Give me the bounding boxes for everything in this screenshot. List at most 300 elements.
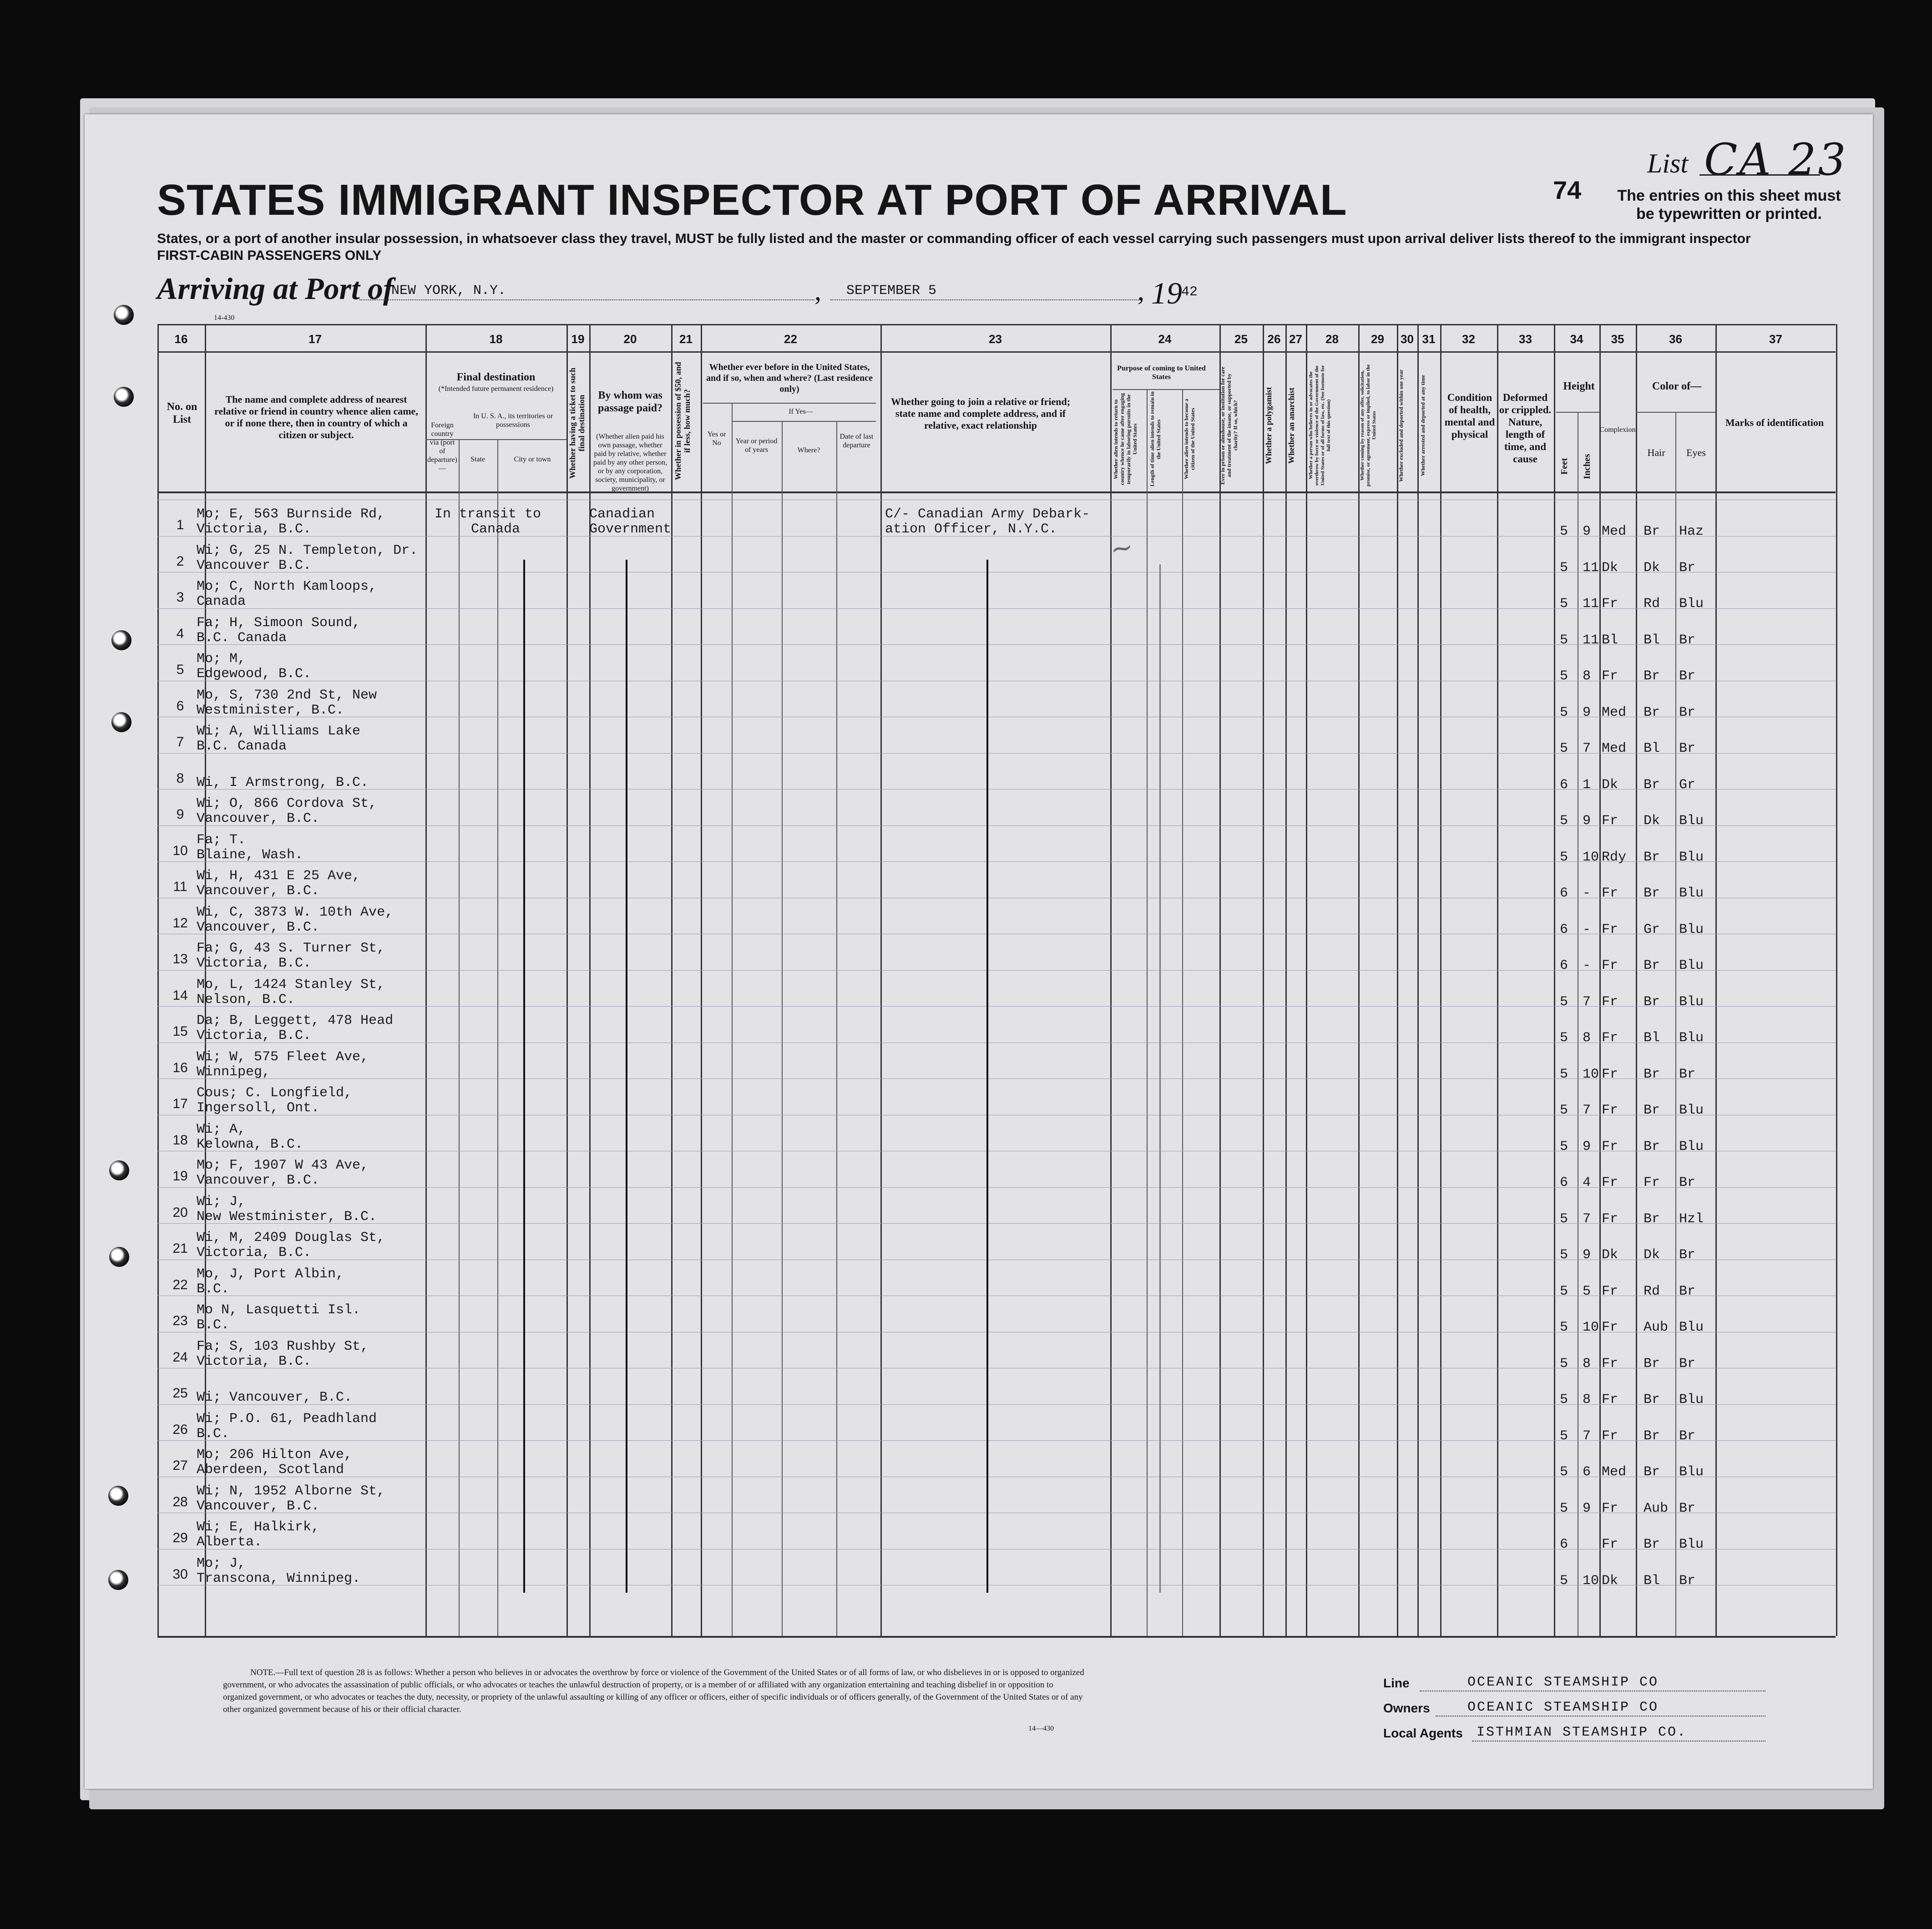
height-feet: 5 [1560, 1501, 1568, 1516]
port-rule [359, 299, 814, 300]
page-title: STATES IMMIGRANT INSPECTOR AT PORT OF ARRIVAL [157, 176, 1347, 224]
agents-rule [1472, 1741, 1765, 1742]
eye-color-value: Blu [1679, 850, 1704, 865]
footer-form-code: 14—430 [1028, 1725, 1054, 1732]
row-number: 12 [172, 916, 188, 931]
eye-color-value: Br [1679, 1501, 1696, 1516]
row-number: 29 [172, 1530, 188, 1545]
complexion-value: Fr [1602, 1030, 1618, 1046]
height-feet: 5 [1560, 1464, 1568, 1480]
eye-color-value: Blu [1679, 1139, 1704, 1154]
header-if-yes: If Yes— [789, 408, 813, 415]
hair-color-value: Br [1644, 958, 1660, 973]
eye-color-value: Br [1679, 560, 1696, 576]
complexion-value: Fr [1602, 1320, 1618, 1335]
complexion-value: Fr [1602, 922, 1618, 937]
hair-color-value: Br [1644, 1103, 1660, 1118]
column-number: 25 [1234, 332, 1248, 346]
height-inches: 9 [1583, 1501, 1591, 1516]
relative-address-line1: Fa; H, Simoon Sound, [197, 615, 361, 631]
height-feet: 5 [1560, 1573, 1568, 1589]
height-inches: 11 [1583, 633, 1599, 648]
row-number: 13 [172, 952, 188, 967]
relative-address-line2: Victoria, B.C. [197, 1245, 312, 1261]
row-number: 25 [172, 1386, 188, 1401]
port-value: NEW YORK, N.Y. [391, 283, 506, 299]
arriving-label: Arriving at Port of [157, 271, 394, 306]
header-purpose-c: Whether alien intends to become a citizen of the United States [1183, 399, 1196, 480]
header-height: Height [1563, 380, 1595, 392]
pencil-scribble: ~ [1108, 531, 1136, 566]
column-number: 30 [1401, 332, 1414, 346]
column-rule [1417, 324, 1419, 1636]
relative-address-line1: Mo, S, 730 2nd St, New [197, 688, 377, 703]
complexion-value: Fr [1602, 994, 1618, 1010]
height-feet: 6 [1560, 777, 1568, 793]
height-feet: 5 [1560, 1247, 1568, 1263]
relative-address-line2: Vancouver, B.C. [197, 920, 320, 935]
relative-address-line2: Westminister, B.C. [197, 703, 344, 718]
height-inches: 10 [1583, 850, 1599, 865]
column-rule [1715, 324, 1717, 1636]
height-feet: 5 [1560, 1211, 1568, 1227]
complexion-value: Med [1602, 705, 1627, 720]
height-inches: 9 [1583, 1247, 1591, 1263]
column-number: 29 [1371, 332, 1384, 346]
header-purpose: Purpose of coming to United States [1117, 365, 1206, 381]
hair-color-value: Gr [1644, 922, 1660, 937]
height-inches: 11 [1583, 560, 1599, 576]
subcolumn-rule [497, 439, 498, 1636]
ditto-line-passage [626, 560, 627, 1593]
table-top-rule [157, 324, 1836, 325]
relative-address-line1: Fa; S, 103 Rushby St, [197, 1339, 369, 1354]
row-number: 1 [176, 517, 184, 532]
complexion-value: Fr [1602, 1284, 1618, 1299]
eye-color-value: Blu [1679, 596, 1704, 612]
hair-color-value: Br [1644, 850, 1660, 865]
height-inches: 9 [1583, 813, 1591, 829]
eye-color-value: Br [1679, 668, 1696, 684]
height-inches: 7 [1583, 1103, 1591, 1118]
height-inches: 10 [1583, 1573, 1599, 1589]
complexion-value: Dk [1602, 777, 1618, 793]
eye-color-value: Haz [1679, 524, 1704, 539]
column-rule [425, 324, 427, 1636]
height-inches: 7 [1583, 1428, 1591, 1444]
complexion-value: Med [1602, 524, 1627, 539]
height-feet: 5 [1560, 850, 1568, 865]
subcolumn-rule [459, 439, 460, 1636]
header-complexion: Complexion [1599, 426, 1636, 434]
relative-address-line1: Wi; N, 1952 Alborne St, [197, 1483, 385, 1499]
complexion-value: Bl [1602, 633, 1618, 648]
height-inches: 7 [1583, 1211, 1591, 1227]
list-id-underline [1699, 174, 1820, 176]
row-number: 14 [172, 988, 188, 1003]
row-number: 10 [172, 843, 188, 858]
height-feet: 5 [1560, 994, 1568, 1010]
row-number: 7 [176, 734, 184, 749]
height-inches: 7 [1583, 994, 1591, 1010]
height-inches: 9 [1583, 705, 1591, 720]
height-feet: 5 [1560, 1428, 1568, 1444]
height-inches: 4 [1583, 1175, 1591, 1190]
relative-address-line1: Mo; M, [197, 651, 246, 667]
row-number: 17 [172, 1096, 188, 1111]
complexion-value: Fr [1602, 1356, 1618, 1372]
subtitle-instructions: States, or a port of another insular possession, in whatsoever class they travel, MUST be fully listed and the master or commanding officer of each vessel carrying such passengers must upon arrival deliver lists thereof to the immigrant inspector [157, 231, 1751, 246]
relative-address-line2: B.C. [197, 1281, 230, 1297]
relative-address-line1: Mo; J, [197, 1556, 246, 1571]
eye-color-value: Blu [1679, 1464, 1704, 1480]
hair-color-value: Aub [1644, 1320, 1669, 1335]
eye-color-value: Br [1679, 1573, 1696, 1589]
row-number: 3 [176, 590, 184, 605]
height-feet: 5 [1560, 596, 1568, 612]
eye-color-value: Blu [1679, 1103, 1704, 1118]
joining-relative: C/- Canadian Army Debark- [885, 506, 1090, 522]
height-inches: - [1583, 958, 1591, 973]
height-inches: 9 [1583, 1139, 1591, 1154]
header-yes-or-no: Yes or No [707, 430, 726, 447]
passage-paid-by: Canadian [589, 506, 655, 522]
column-rule [1440, 324, 1441, 1636]
column-rule [1219, 324, 1221, 1636]
relative-address-line2: B.C. Canada [197, 739, 287, 754]
eye-color-value: Br [1679, 705, 1696, 720]
header-passage-paid: By whom was passage paid? [597, 390, 663, 414]
eye-color-value: Br [1679, 1428, 1696, 1444]
hair-color-value: Br [1644, 524, 1660, 539]
binder-hole-icon [108, 1570, 128, 1590]
column-rule [701, 324, 702, 1636]
relative-address-line2: Nelson, B.C. [197, 992, 295, 1008]
header-in-usa: In U. S. A., its territories or possessions [473, 412, 553, 429]
hair-color-value: Fr [1644, 1175, 1660, 1190]
relative-address-line2: Vancouver B.C. [197, 558, 312, 573]
height-feet: 5 [1560, 1139, 1568, 1154]
height-feet: 5 [1560, 1067, 1568, 1082]
table-bottom-rule [157, 1636, 1836, 1638]
header-foreign-country: Foreign country via (port of departure)— [427, 421, 457, 472]
complexion-value: Dk [1602, 560, 1618, 576]
complexion-value: Fr [1602, 1537, 1618, 1552]
column-rule [1263, 324, 1264, 1636]
height-feet: 6 [1560, 958, 1568, 973]
row-number: 19 [172, 1169, 188, 1184]
line-value: OCEANIC STEAMSHIP CO [1467, 1675, 1659, 1690]
column-rule [1397, 324, 1398, 1636]
relative-address-line2: Wi; Vancouver, B.C. [197, 1390, 353, 1405]
subcolumn-rule [732, 403, 733, 1636]
class-note: FIRST-CABIN PASSENGERS ONLY [157, 248, 382, 263]
hair-color-value: Dk [1644, 1247, 1660, 1263]
row-number: 2 [176, 554, 184, 569]
height-feet: 6 [1560, 886, 1568, 901]
column-number: 28 [1325, 332, 1339, 346]
hair-color-value: Br [1644, 1537, 1660, 1552]
column-number-rule [157, 351, 1836, 353]
header-ever-before: Whether ever before in the United States, and if so, when and where? (Last residence only) [706, 362, 873, 394]
header-eyes: Eyes [1686, 447, 1706, 458]
eye-color-value: Blu [1679, 958, 1704, 973]
complexion-value: Med [1602, 1464, 1627, 1480]
height-inches: 11 [1583, 596, 1599, 612]
column-rule [880, 324, 882, 1636]
column-number: 36 [1669, 332, 1682, 346]
relative-address-line1: Wi; E, Halkirk, [197, 1519, 320, 1535]
header-year-period: Year or period of years [735, 437, 778, 454]
hair-color-value: Bl [1644, 633, 1660, 648]
height-inches: 5 [1583, 1284, 1591, 1299]
complexion-value: Fr [1602, 596, 1618, 612]
relative-address-line2: Vancouver, B.C. [197, 883, 320, 899]
column-rule [1497, 324, 1498, 1636]
row-number: 4 [176, 626, 184, 641]
column-number: 16 [174, 332, 188, 346]
relative-address-line1: Mo; C, North Kamloops, [197, 579, 377, 594]
row-number: 27 [172, 1458, 188, 1473]
complexion-value: Fr [1602, 1392, 1618, 1408]
owners-label: Owners [1383, 1701, 1430, 1715]
height-inches: 8 [1583, 1030, 1591, 1046]
relative-address-line2: Aberdeen, Scotland [197, 1462, 344, 1478]
relative-address-line2: Victoria, B.C. [197, 1028, 312, 1043]
relative-address-line2: B.C. [197, 1317, 230, 1333]
column-rule [1110, 324, 1112, 1636]
relative-address-line1: Mo; F, 1907 W 43 Ave, [197, 1158, 369, 1173]
binder-hole-icon [114, 387, 134, 407]
header-state: State [470, 456, 485, 463]
row-number: 28 [172, 1494, 188, 1509]
header-where: Where? [797, 446, 820, 454]
complexion-value: Fr [1602, 886, 1618, 901]
eye-color-value: Br [1679, 1067, 1696, 1082]
hair-color-value: Bl [1644, 741, 1660, 756]
header-color-of: Color of— [1652, 380, 1702, 392]
relative-address-line1: Wi; O, 866 Cordova St, [197, 796, 377, 811]
header-col31: Whether arrested and deported at any time [1420, 375, 1426, 476]
column-number: 26 [1267, 332, 1281, 346]
header-polygamist: Whether a polygamist [1264, 387, 1273, 464]
column-number: 34 [1570, 332, 1583, 346]
column-number: 22 [784, 332, 797, 346]
column-number: 27 [1289, 332, 1302, 346]
ditto-line-destination [523, 560, 525, 1593]
relative-address-line2: Canada [197, 594, 246, 609]
column-rule [1285, 324, 1287, 1636]
complexion-value: Dk [1602, 1247, 1618, 1263]
relative-address-line1: Wi; G, 25 N. Templeton, Dr. [197, 543, 418, 558]
hair-color-value: Br [1644, 1211, 1660, 1227]
eye-color-value: Gr [1679, 777, 1696, 793]
column-number: 32 [1462, 332, 1475, 346]
relative-address-line1: Fa; T. [197, 832, 246, 848]
complexion-value: Fr [1602, 1175, 1618, 1190]
relative-address-line2: Victoria, B.C. [197, 1354, 312, 1369]
header-city-or-town: City or town [514, 456, 551, 463]
header-possession-50: Whether in possession of $50, and if less, how much? [673, 362, 692, 480]
relative-address-line1: Mo, J, Port Albin, [197, 1266, 344, 1282]
height-feet: 5 [1560, 633, 1568, 648]
relative-address-line1: Wi; J, [197, 1194, 246, 1210]
hair-color-value: Br [1644, 668, 1660, 684]
binder-hole-icon [114, 305, 134, 325]
binder-hole-icon [109, 1160, 129, 1180]
header-passage-paid-note: (Whether alien paid his own passage, whether paid by relative, whether paid by any other person, or by any corporation, society, municipality, or government) [593, 433, 668, 492]
relative-address-line2: Vancouver, B.C. [197, 1499, 320, 1514]
column-rule [1599, 324, 1601, 1636]
column-number: 31 [1422, 332, 1436, 346]
height-inches: 8 [1583, 1356, 1591, 1372]
height-feet: 6 [1560, 922, 1568, 937]
relative-address-line1: Mo, L, 1424 Stanley St, [197, 977, 385, 992]
relative-address-line2: Alberta. [197, 1534, 263, 1550]
hair-color-value: Rd [1644, 1284, 1660, 1299]
hair-color-value: Aub [1644, 1501, 1669, 1516]
height-feet: 5 [1560, 741, 1568, 756]
eye-color-value: Blu [1679, 886, 1704, 901]
eye-color-value: Blu [1679, 813, 1704, 829]
hair-color-value: Br [1644, 1464, 1660, 1480]
height-inches: 10 [1583, 1320, 1599, 1335]
complexion-value: Fr [1602, 1103, 1618, 1118]
hair-color-value: Dk [1644, 813, 1660, 829]
header-col28: Whether a person who believes in or advocates the overthrow by force or violence of the Government of the United States or of all forms of law, etc. (See footnote for full text of this question) [1308, 365, 1331, 486]
complexion-value: Fr [1602, 668, 1618, 684]
height-feet: 6 [1560, 1175, 1568, 1190]
relative-address-line2: Vancouver, B.C. [197, 811, 320, 826]
subcolumn-rule [782, 421, 783, 1636]
column-rule [157, 324, 159, 1636]
column-number: 17 [309, 332, 322, 346]
eye-color-value: Hzl [1679, 1211, 1704, 1227]
header-deformed: Deformed or crippled. Nature, length of time, and cause [1499, 392, 1552, 465]
height-inches: 8 [1583, 668, 1591, 684]
pencil-ditto-line [1159, 564, 1161, 1593]
header-col25: Ever in prison or almshouse, or institution for care and treatment of the insane, or supported by charity? If so, which? [1219, 366, 1239, 485]
complexion-value: Fr [1602, 1211, 1618, 1227]
column-rule [1836, 324, 1837, 1636]
relative-address-line1: Cous; C. Longfield, [197, 1085, 353, 1101]
relative-address-line1: Mo; E, 563 Burnside Rd, [197, 506, 385, 522]
subheader-rule [1113, 389, 1219, 390]
column-rule [1554, 324, 1555, 1636]
relative-address-line2: Blaine, Wash. [197, 847, 303, 863]
relative-address-line2: Vancouver, B.C. [197, 1173, 320, 1188]
relative-address-line2: Wi, I Armstrong, B.C. [197, 775, 369, 790]
height-feet: 5 [1560, 1030, 1568, 1046]
hair-color-value: Bl [1644, 1030, 1660, 1046]
eye-color-value: Blu [1679, 1537, 1704, 1552]
height-inches: - [1583, 886, 1591, 901]
relative-address-line2: B.C. [197, 1426, 230, 1442]
height-inches: 10 [1583, 1067, 1599, 1082]
height-feet: 6 [1560, 1537, 1568, 1552]
agents-label: Local Agents [1383, 1726, 1463, 1740]
hair-color-value: Rd [1644, 596, 1660, 612]
eye-color-value: Blu [1679, 1320, 1704, 1335]
eye-color-value: Blu [1679, 922, 1704, 937]
subheader-rule [1556, 412, 1599, 413]
row-number: 23 [172, 1313, 188, 1328]
header-col30: Whether excluded and deported within one year [1398, 369, 1404, 482]
subheader-rule [425, 439, 566, 440]
hair-color-value: Br [1644, 1356, 1660, 1372]
line-label: Line [1383, 1676, 1410, 1690]
header-date-departure: Date of last departure [840, 433, 874, 449]
eye-color-value: Br [1679, 741, 1696, 756]
owners-value: OCEANIC STEAMSHIP CO [1467, 1700, 1659, 1715]
relative-address-line2: Ingersoll, Ont. [197, 1100, 320, 1116]
relative-address-line1: Wi, C, 3873 W. 10th Ave, [197, 905, 394, 920]
complexion-value: Fr [1602, 1428, 1618, 1444]
row-number: 15 [172, 1024, 188, 1039]
row-number: 22 [172, 1277, 188, 1292]
height-feet: 5 [1560, 705, 1568, 720]
year-value: 42 [1181, 284, 1198, 300]
list-id-handwritten: CA 23 [1704, 134, 1848, 185]
hair-color-value: Br [1644, 994, 1660, 1010]
header-ticket: Whether having a ticket to such final destination [568, 367, 586, 479]
complexion-value: Fr [1602, 1067, 1618, 1082]
subcolumn-rule [1675, 412, 1676, 1636]
complexion-value: Fr [1602, 1139, 1618, 1154]
subcolumn-rule [836, 421, 837, 1636]
hair-color-value: Br [1644, 1067, 1660, 1082]
final-destination-country: Canada [471, 521, 521, 537]
column-rule [1306, 324, 1307, 1636]
complexion-value: Fr [1602, 813, 1618, 829]
relative-address-line1: Mo; 206 Hilton Ave, [197, 1447, 353, 1463]
column-number: 19 [571, 332, 585, 346]
column-number: 33 [1519, 332, 1532, 346]
height-inches: 7 [1583, 741, 1591, 756]
relative-address-line2: Winnipeg, [197, 1064, 271, 1080]
joining-relative: ation Officer, N.Y.C. [885, 521, 1057, 537]
header-bottom-rule [157, 491, 1836, 493]
ditto-line-joining [986, 560, 988, 1593]
eye-color-value: Br [1679, 1284, 1696, 1299]
header-health: Condition of health, mental and physical [1444, 392, 1495, 440]
hair-color-value: Br [1644, 705, 1660, 720]
eye-color-value: Blu [1679, 1392, 1704, 1408]
column-number: 37 [1769, 332, 1782, 346]
column-rule [566, 324, 568, 1636]
row-number: 5 [176, 662, 184, 677]
comma-separator: , [1138, 276, 1144, 306]
height-feet: 5 [1560, 1284, 1568, 1299]
binder-hole-icon [108, 1486, 128, 1506]
relative-address-line1: Fa; G, 43 S. Turner St, [197, 941, 385, 956]
column-rule [671, 324, 673, 1636]
relative-address-line1: Wi, H, 431 E 25 Ave, [197, 868, 361, 884]
hair-color-value: Br [1644, 886, 1660, 901]
header-marks: Marks of identification [1725, 417, 1824, 428]
subheader-rule [1636, 412, 1715, 413]
row-number: 20 [172, 1205, 188, 1220]
row-number: 30 [172, 1567, 188, 1582]
relative-address-line2: B.C. Canada [197, 630, 287, 646]
header-no-on-list: No. on List [167, 401, 197, 425]
height-feet: 5 [1560, 560, 1568, 576]
height-feet: 5 [1560, 1320, 1568, 1335]
row-number: 8 [176, 771, 184, 786]
relative-address-line2: Victoria, B.C. [197, 956, 312, 971]
eye-color-value: Br [1679, 1247, 1696, 1263]
list-label: List [1647, 148, 1689, 178]
